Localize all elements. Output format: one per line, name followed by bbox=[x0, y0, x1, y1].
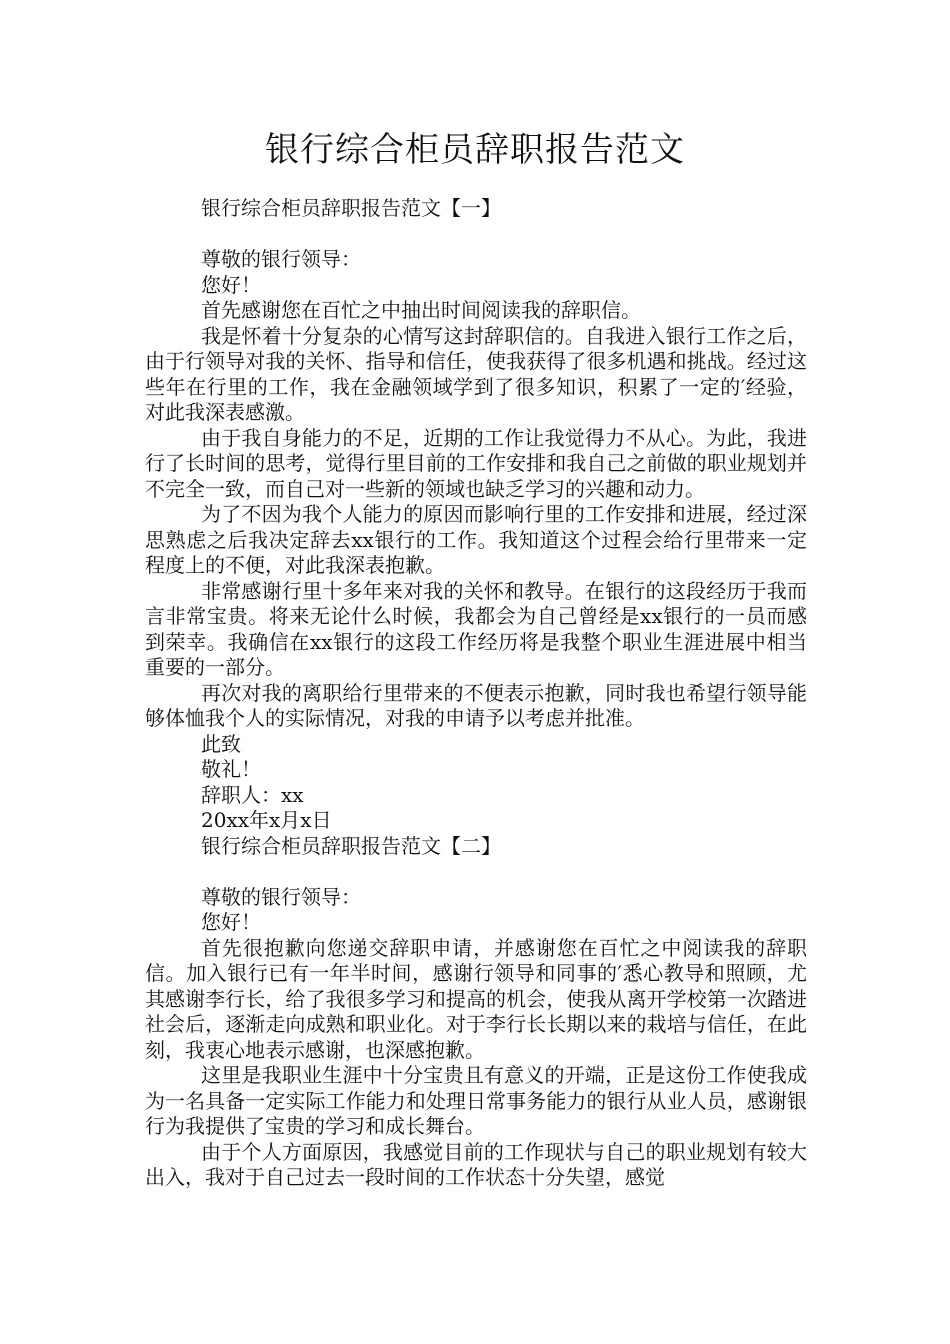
document-paragraph: 敬礼！ bbox=[201, 757, 261, 781]
document-paragraph: 尊敬的银行领导： bbox=[201, 247, 361, 271]
document-paragraph: 再次对我的离职给行里带来的不便表示抱歉，同时我也希望行领导能够体恤我个人的实际情况，对我的申请予以考虑并批准。 bbox=[145, 680, 807, 730]
document-paragraph: 辞职人：xx bbox=[201, 782, 304, 807]
document-title: 银行综合柜员辞职报告范文 bbox=[265, 130, 685, 170]
document-paragraph: 首先很抱歉向您递交辞职申请，并感谢您在百忙之中阅读我的辞职信。加入银行已有一年半时间，感谢行领导和同事的′悉心教导和照顾，尤其感谢李行长，给了我很多学习和提高的机会，使我从离开学校第一次踏进社会后，逐渐走向成熟和职业化。对于李行长长期以来的栽培与信任，在此刻，我衷心地表示感谢，也深感抱歉。 bbox=[145, 935, 807, 1062]
document-paragraph: 为了不因为我个人能力的原因而影响行里的工作安排和进展，经过深思熟虑之后我决定辞去xx银行的工作。我知道这个过程会给行里带来一定程度上的不便，对此我深表抱歉。 bbox=[145, 502, 807, 577]
document-paragraph: 银行综合柜员辞职报告范文【二】 bbox=[201, 833, 501, 858]
document-paragraph: 银行综合柜员辞职报告范文【一】 bbox=[201, 196, 501, 220]
document-paragraph: 20xx年x月x日 bbox=[201, 808, 332, 832]
blank-line bbox=[145, 859, 807, 885]
document-paragraph: 这里是我职业生涯中十分宝贵且有意义的开端，正是这份工作使我成为一名具备一定实际工作能力和处理日常事务能力的银行从业人员，感谢银行为我提供了宝贵的学习和成长舞台。 bbox=[145, 1063, 807, 1138]
document-paragraph: 由于个人方面原因，我感觉目前的工作现状与自己的职业规划有较大出入，我对于自己过去一段时间的工作状态十分失望，感觉 bbox=[145, 1139, 807, 1189]
blank-line bbox=[145, 222, 807, 248]
document-paragraph: 您好！ bbox=[201, 910, 261, 934]
document-paragraph: 由于我自身能力的不足，近期的工作让我觉得力不从心。为此，我进行了长时间的思考，觉得行里目前的工作安排和我自己之前做的职业规划并不完全一致，而自己对一些新的领域也缺乏学习的兴趣和动力。 bbox=[145, 425, 807, 501]
document-paragraph: 首先感谢您在百忙之中抽出时间阅读我的辞职信。 bbox=[201, 298, 641, 322]
document-paragraph: 您好！ bbox=[201, 272, 261, 297]
document-paragraph: 此致 bbox=[201, 731, 241, 756]
document-paragraph: 非常感谢行里十多年来对我的关怀和教导。在银行的这段经历于我而言非常宝贵。将来无论什么时候，我都会为自己曾经是xx银行的一员而感到荣幸。我确信在xx银行的这段工作经历将是我整个职业生涯进展中相当重要的一部分。 bbox=[145, 578, 807, 679]
document-paragraph: 尊敬的银行领导： bbox=[201, 884, 361, 909]
document-body bbox=[145, 196, 807, 1191]
document-paragraph: 我是怀着十分复杂的心情写这封辞职信的。自我进入银行工作之后，由于行领导对我的关怀、指导和信任，使我获得了很多机遇和挑战。经过这些年在行里的工作，我在金融领域学到了很多知识，积累了一定的′经验，对此我深表感激。 bbox=[145, 323, 807, 424]
